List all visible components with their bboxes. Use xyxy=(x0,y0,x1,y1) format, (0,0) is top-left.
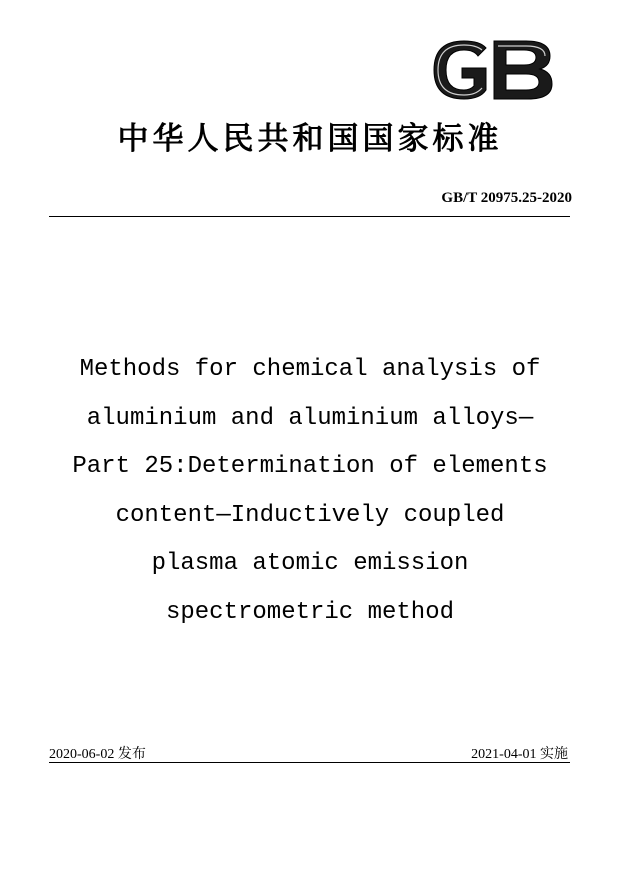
footer-divider xyxy=(49,762,570,763)
title-line: aluminium and aluminium alloys— xyxy=(86,404,534,432)
implementation-date: 2021-04-01 实施 xyxy=(471,747,568,762)
issue-date: 2020-06-02 发布 xyxy=(49,747,146,762)
title-line: plasma atomic emission xyxy=(151,550,469,577)
header-divider xyxy=(49,216,570,217)
standard-number: GB/T 20975.25-2020 xyxy=(441,190,572,206)
title-line: content—Inductively coupled xyxy=(115,501,505,529)
title-line: Methods for chemical analysis of xyxy=(79,356,541,383)
title-line: Part 25:Determination of elements xyxy=(72,453,548,480)
gb-logo-icon xyxy=(428,38,556,102)
organization-name: 中华人民共和国国家标准 xyxy=(117,121,503,157)
title-line: spectrometric method xyxy=(165,598,455,626)
document-title xyxy=(40,346,580,637)
